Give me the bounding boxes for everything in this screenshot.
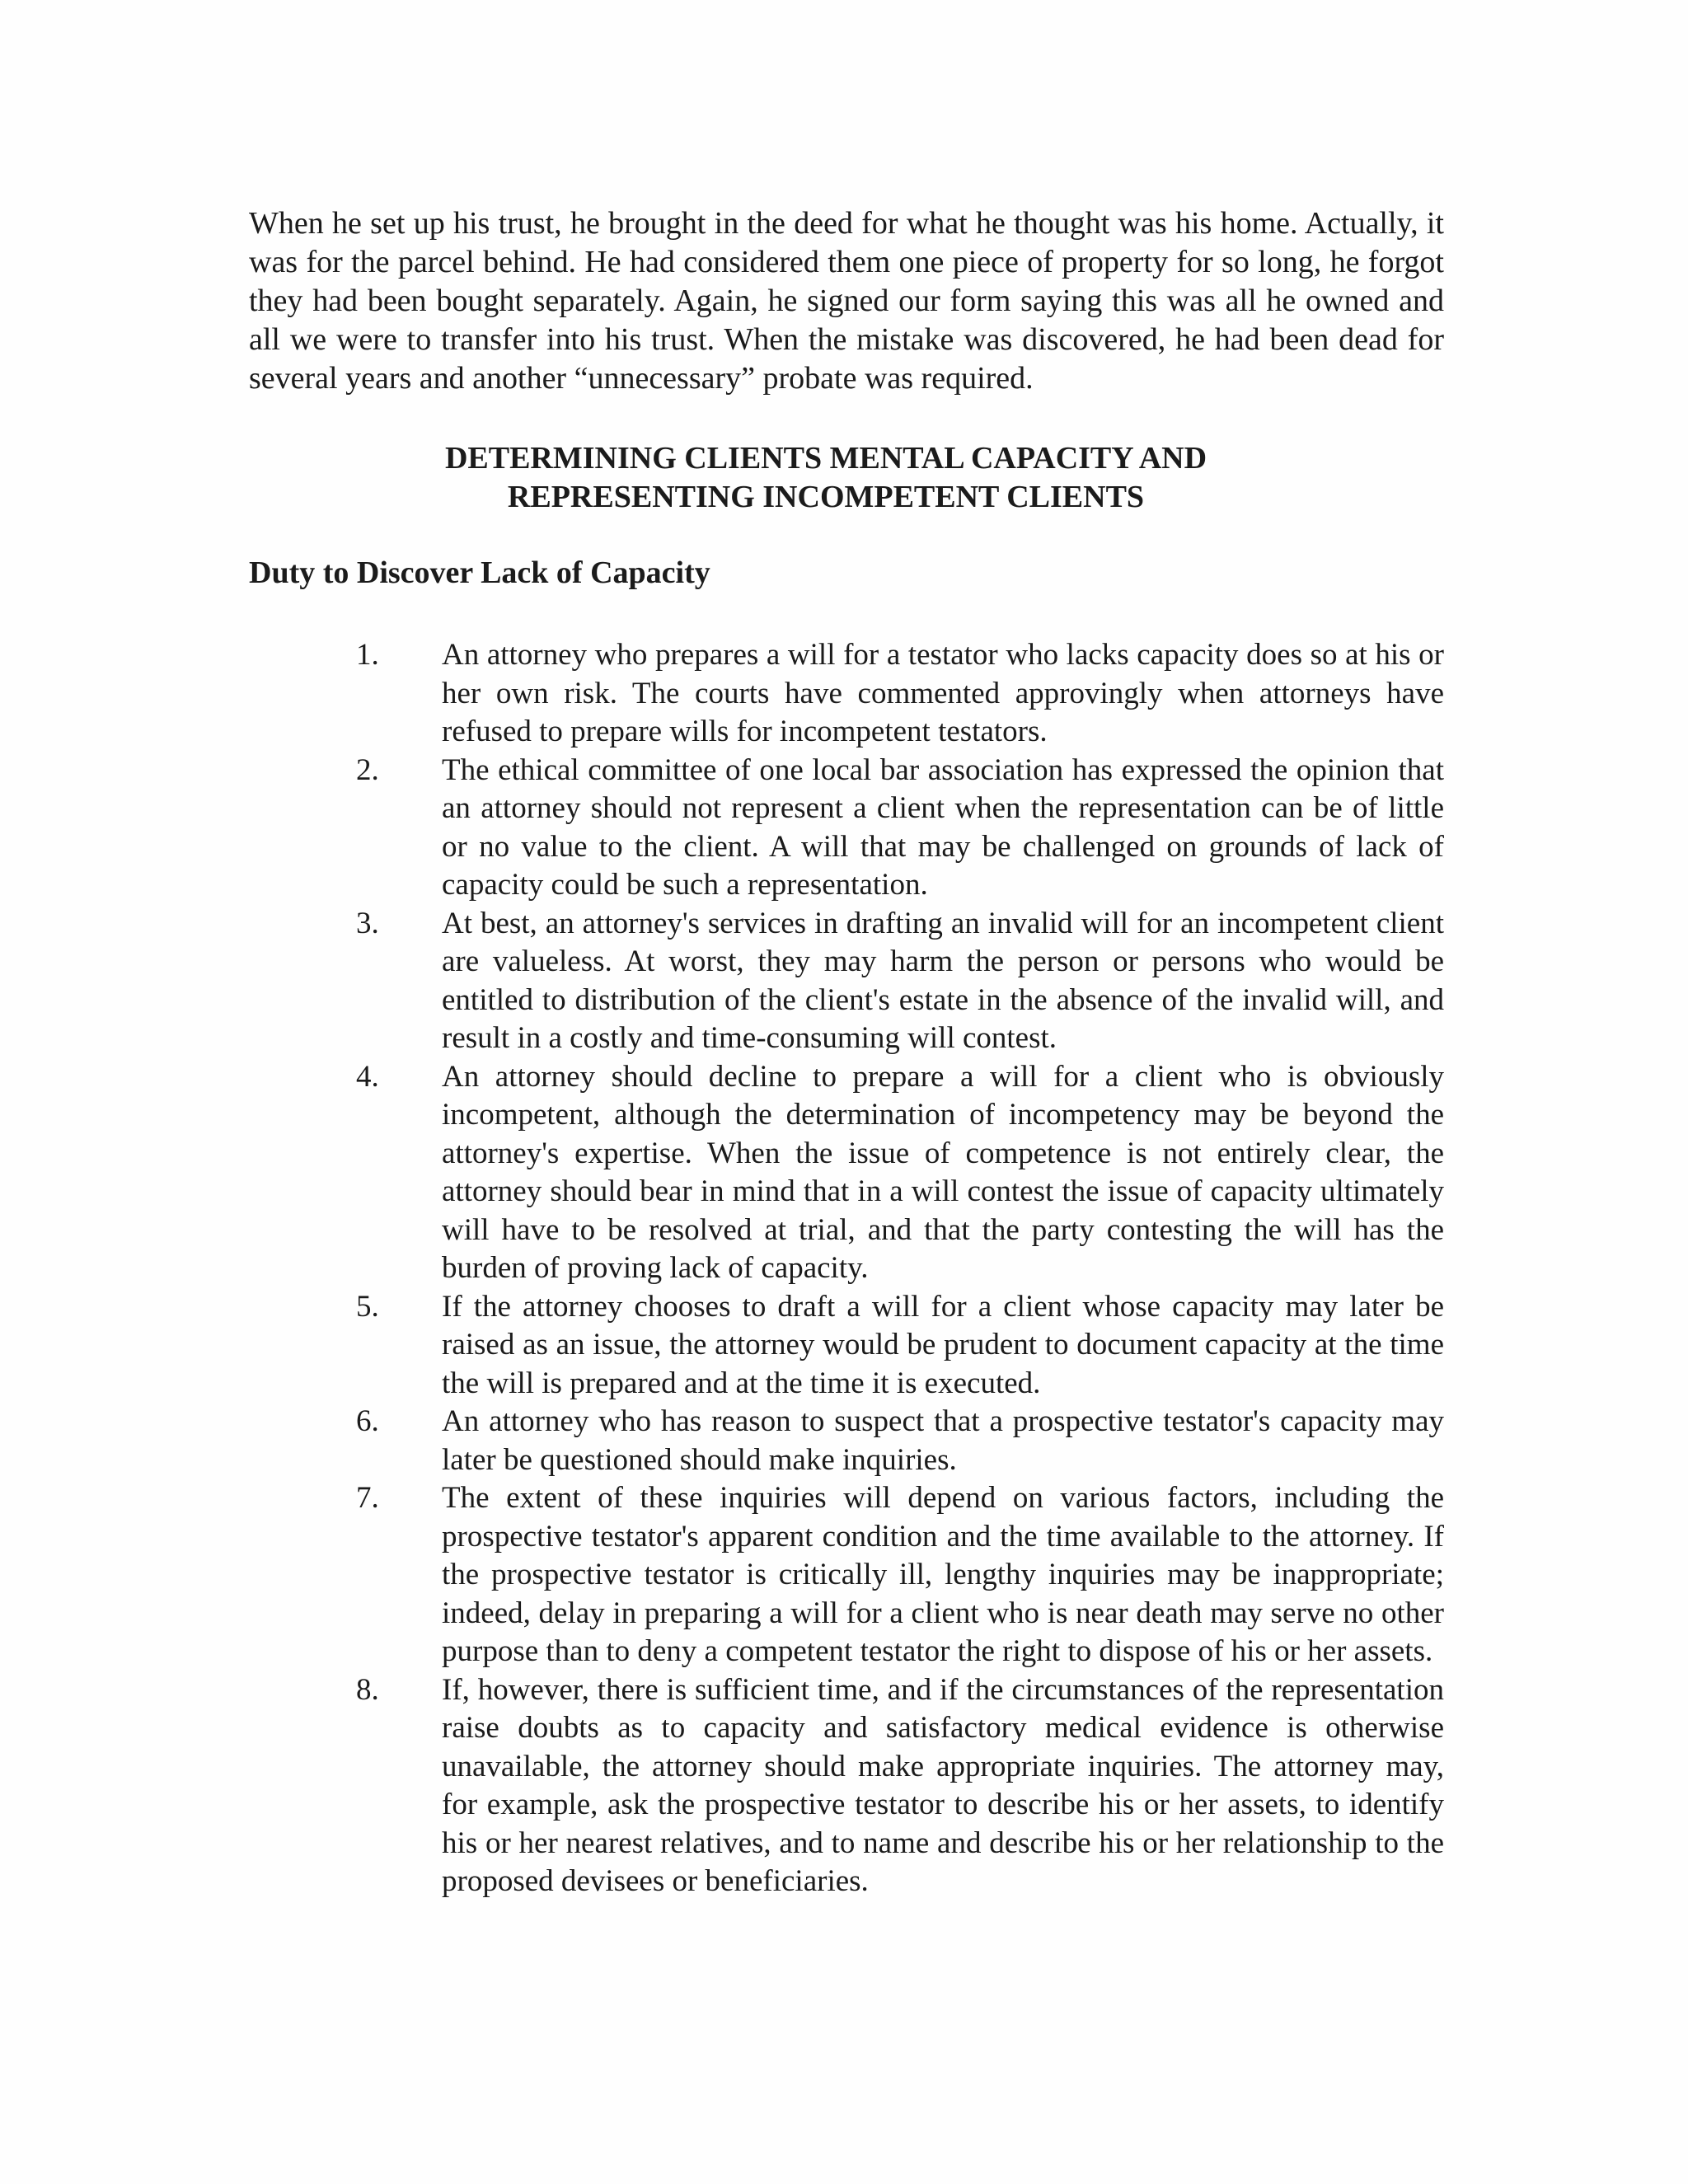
list-item-number: 1.	[356, 638, 379, 672]
list-item-text: If the attorney chooses to draft a will for a client whose capacity may later be raised as an issue, the attorney would be prudent to document capacity at the time the will is prepared and at the time it is executed.	[442, 1289, 1444, 1400]
list-item	[249, 1479, 1444, 1671]
list-item-number: 5.	[356, 1289, 379, 1324]
list-item-text: An attorney should decline to prepare a will for a client who is obviously incompetent, although the determination of incompetency may be beyond the attorney's expertise. When the issue of competence is not entirely clear, the attorney should bear in mind that in a will contest the issue of capacity ultimately will have to be resolved at trial, and that the party contesting the will has the burden of proving lack of capacity.	[442, 1059, 1444, 1285]
list-item	[249, 1288, 1444, 1404]
list-item	[249, 905, 1444, 1058]
list-item-text: An attorney who has reason to suspect that a prospective testator's capacity may later be questioned should make inquiries.	[442, 1404, 1444, 1477]
list-item-number: 6.	[356, 1404, 379, 1438]
list-item-number: 8.	[356, 1672, 379, 1707]
numbered-list	[249, 636, 1444, 1901]
list-item	[249, 636, 1444, 752]
subheading: Duty to Discover Lack of Capacity	[249, 555, 710, 590]
list-item	[249, 1403, 1444, 1479]
list-item-number: 2.	[356, 752, 379, 787]
intro-paragraph: When he set up his trust, he brought in the deed for what he thought was his home. Actually, it was for the parcel behind. He had considered them one piece of property for so long, he forgot they had been bought separately. Again, he signed our form saying this was all he owned and all we were to transfer into his trust. When the mistake was discovered, he had been dead for several years and another “unnecessary” probate was required.	[249, 206, 1444, 396]
list-item-number: 4.	[356, 1059, 379, 1094]
list-item-text: At best, an attorney's services in drafting an invalid will for an incompetent client are valueless. At worst, they may harm the person or persons who would be entitled to distribution of the client's estate in the absence of the invalid will, and result in a costly and time-consuming will contest.	[442, 906, 1444, 1055]
list-item-number: 3.	[356, 906, 379, 940]
section-heading	[249, 439, 1403, 517]
list-item-number: 7.	[356, 1481, 379, 1515]
list-item	[249, 1671, 1444, 1901]
list-item-text: The extent of these inquiries will depend on various factors, including the prospective testator's apparent condition and the time available to the attorney. If the prospective testator is critically ill, lengthy inquiries may be inappropriate; indeed, delay in preparing a will for a client who is near death may serve no other purpose than to deny a competent testator the right to dispose of his or her assets.	[442, 1481, 1444, 1668]
list-item-text: An attorney who prepares a will for a testator who lacks capacity does so at his or her own risk. The courts have commented approvingly when attorneys have refused to prepare wills for incompetent testators.	[442, 638, 1444, 748]
list-item	[249, 1058, 1444, 1288]
section-heading-line-1: DETERMINING CLIENTS MENTAL CAPACITY AND	[444, 441, 1207, 476]
list-item	[249, 752, 1444, 905]
section-heading-line-2: REPRESENTING INCOMPETENT CLIENTS	[507, 480, 1145, 514]
list-item-text: The ethical committee of one local bar association has expressed the opinion that an attorney should not represent a client when the representation can be of little or no value to the client. A will that may be challenged on grounds of lack of capacity could be such a representation.	[442, 752, 1444, 902]
list-item-text: If, however, there is sufficient time, and if the circumstances of the representation raise doubts as to capacity and satisfactory medical evidence is otherwise unavailable, the attorney should make appropriate inquiries. The attorney may, for example, ask the prospective testator to describe his or her assets, to identify his or her nearest relatives, and to name and describe his or her relationship to the proposed devisees or beneficiaries.	[442, 1672, 1444, 1898]
